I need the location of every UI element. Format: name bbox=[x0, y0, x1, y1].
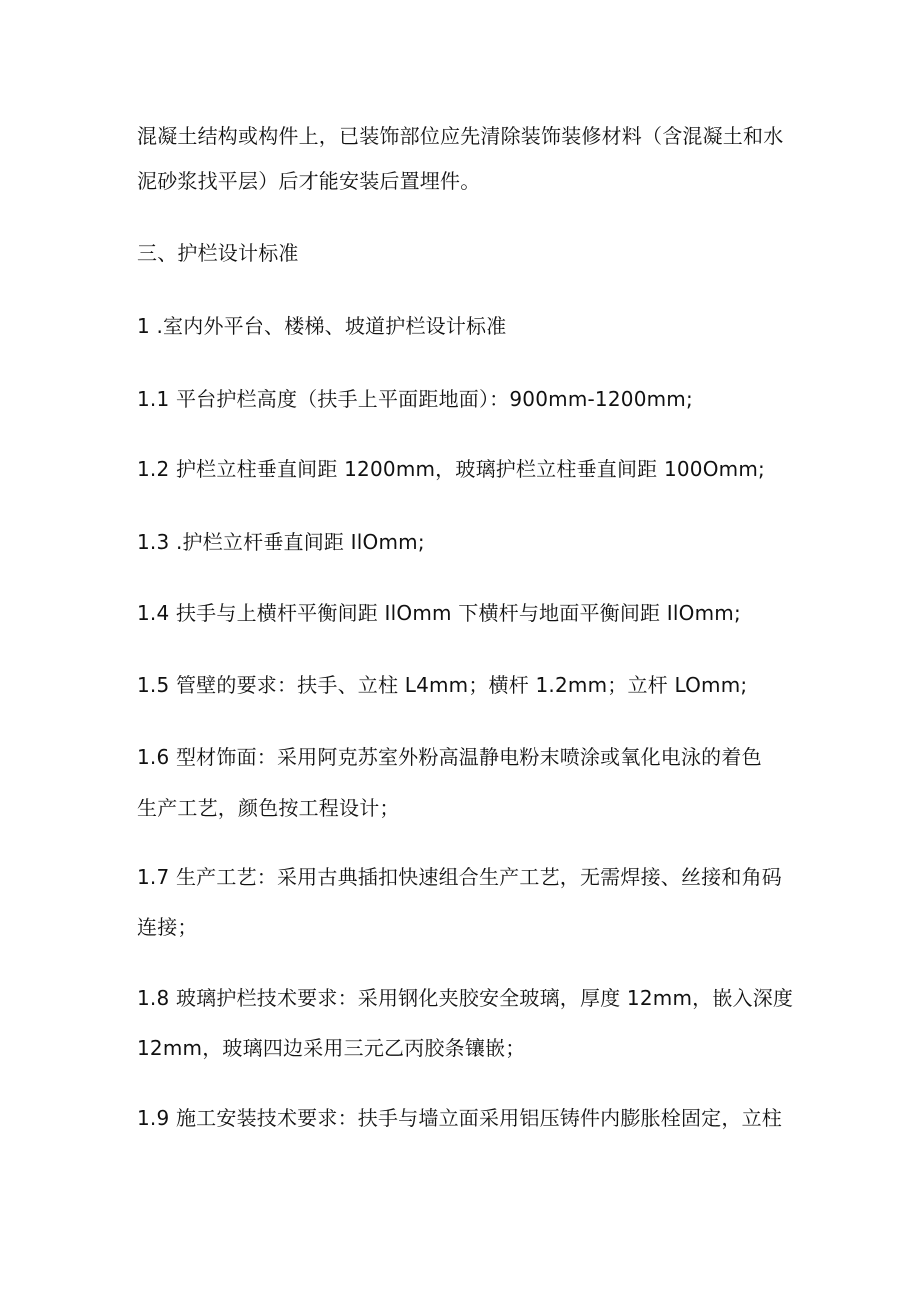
clause-1-6-continued: 生产工艺，颜色按工程设计； bbox=[137, 796, 400, 820]
text-line-intro-2: 泥砂浆找平层）后才能安装后置埋件。 bbox=[137, 169, 481, 193]
clause-1-8-continued: 12mm，玻璃四边采用三元乙丙胶条镶嵌； bbox=[137, 1036, 526, 1060]
subsection-heading: 1 .室内外平台、楼梯、坡道护栏设计标准 bbox=[137, 314, 507, 338]
clause-1-9: 1.9 施工安装技术要求：扶手与墙立面采用铝压铸件内膨胀栓固定，立柱 bbox=[137, 1106, 782, 1130]
clause-1-3: 1.3 .护栏立杆垂直间距 IlOmm; bbox=[137, 530, 425, 554]
clause-1-1: 1.1 平台护栏高度（扶手上平面距地面）：900mm-1200mm; bbox=[137, 387, 693, 411]
text-line-intro-1: 混凝土结构或构件上，已装饰部位应先清除装饰装修材料（含混凝土和水 bbox=[137, 124, 784, 148]
section-heading: 三、护栏设计标准 bbox=[137, 241, 299, 265]
clause-1-5: 1.5 管壁的要求：扶手、立柱 L4mm；横杆 1.2mm；立杆 LOmm; bbox=[137, 673, 748, 697]
clause-1-7: 1.7 生产工艺：采用古典插扣快速组合生产工艺，无需焊接、丝接和角码 bbox=[137, 865, 782, 889]
clause-1-8: 1.8 玻璃护栏技术要求：采用钢化夹胶安全玻璃，厚度 12mm，嵌入深度 bbox=[137, 986, 794, 1010]
clause-1-6: 1.6 型材饰面：采用阿克苏室外粉高温静电粉末喷涂或氧化电泳的着色 bbox=[137, 745, 762, 769]
clause-1-4: 1.4 扶手与上横杆平衡间距 IlOmm 下横杆与地面平衡间距 IlOmm; bbox=[137, 601, 741, 625]
clause-1-7-continued: 连接； bbox=[137, 915, 198, 939]
clause-1-2: 1.2 护栏立柱垂直间距 1200mm，玻璃护栏立柱垂直间距 100Omm; bbox=[137, 457, 765, 481]
